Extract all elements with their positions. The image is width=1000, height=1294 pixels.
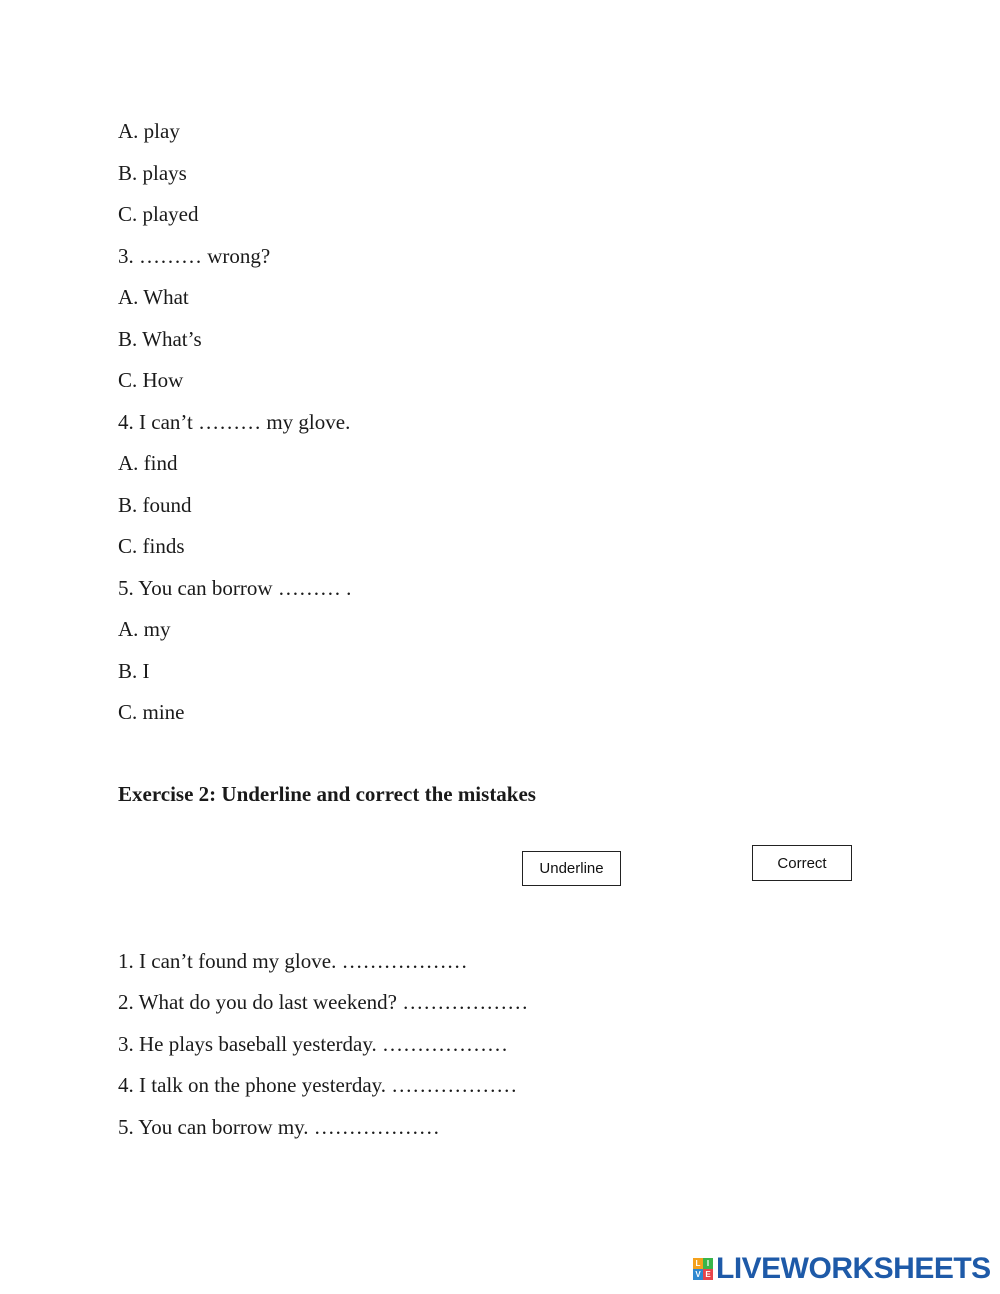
question-line: 4. I can’t ……… my glove. (118, 410, 351, 434)
question-line: 3. ……… wrong? (118, 244, 271, 268)
sentence-line: 3. He plays baseball yesterday. ……………… (118, 1032, 508, 1056)
logo-mark-letter: V (693, 1269, 703, 1280)
logo-mark-letter: E (703, 1269, 713, 1280)
sentence-line: 2. What do you do last weekend? ……………… (118, 990, 529, 1014)
sentence-line: 4. I talk on the phone yesterday. ……………… (118, 1073, 518, 1097)
option-line: C. How (118, 368, 184, 392)
option-line: A. find (118, 451, 178, 475)
option-line: B. found (118, 493, 192, 517)
logo-mark-letter: L (693, 1258, 703, 1269)
logo-mark-icon (693, 1258, 713, 1280)
option-line: C. played (118, 202, 199, 226)
sentence-line: 5. You can borrow my. ……………… (118, 1115, 440, 1139)
option-line: B. I (118, 659, 150, 683)
option-line: B. What’s (118, 327, 202, 351)
logo-mark-letter: I (703, 1258, 713, 1269)
logo-text: LIVEWORKSHEETS (716, 1252, 991, 1285)
underline-box[interactable]: Underline (522, 851, 621, 886)
option-line: A. What (118, 285, 189, 309)
correct-box[interactable]: Correct (752, 845, 852, 881)
option-line: B. plays (118, 161, 187, 185)
option-line: A. play (118, 119, 180, 143)
option-line: C. finds (118, 534, 185, 558)
liveworksheets-logo (693, 1253, 991, 1285)
exercise-2-heading: Exercise 2: Underline and correct the mistakes (118, 782, 536, 806)
option-line: C. mine (118, 700, 185, 724)
question-line: 5. You can borrow ……… . (118, 576, 352, 600)
option-line: A. my (118, 617, 171, 641)
sentence-line: 1. I can’t found my glove. ……………… (118, 949, 468, 973)
